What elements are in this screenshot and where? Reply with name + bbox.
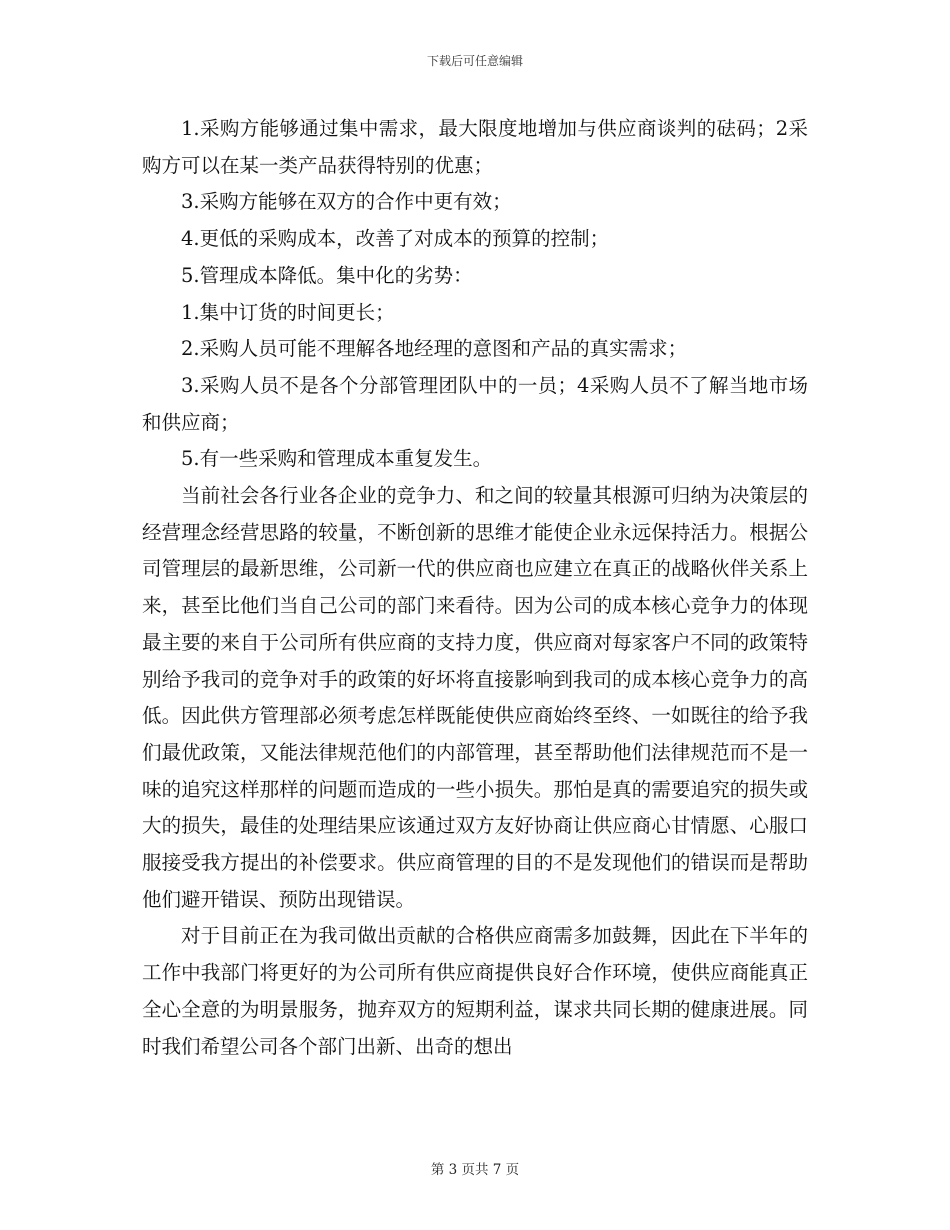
paragraph: 1.采购方能够通过集中需求，最大限度地增加与供应商谈判的砝码；2采购方可以在某一类产品获得特别的优惠； <box>142 117 808 177</box>
paragraph: 对于目前正在为我司做出贡献的合格供应商需多加鼓舞，因此在下半年的工作中我部门将更好的为公司所有供应商提供良好合作环境，使供应商能真正全心全意的为明景服务，抛弃双方的短期利益，谋求共同长期的健康进展。同时我们希望公司各个部门出新、出奇的想出 <box>142 924 808 1058</box>
page-header: 下载后可任意编辑 <box>426 54 523 68</box>
paragraph: 5.管理成本降低。集中化的劣势： <box>181 263 473 287</box>
paragraph: 4.更低的采购成本，改善了对成本的预算的控制； <box>181 227 610 251</box>
paragraph: 3.采购方能够在双方的合作中更有效； <box>181 190 512 214</box>
paragraph: 当前社会各行业各企业的竞争力、和之间的较量其根源可归纳为决策层的经营理念经营思路的较量，不断创新的思维才能使企业永远保持活力。根据公司管理层的最新思维，公司新一代的供应商也应建立在真正的战略伙伴关系上来，甚至比他们当自己公司的部门来看待。因为公司的成本核心竞争力的体现最主要的来自于公司所有供应商的支持力度，供应商对每家客户不同的政策特别给予我司的竞争对手的政策的好坏将直接影响到我司的成本核心竞争力的高低。因此供方管理部必须考虑怎样既能使供应商始终至终、一如既往的给予我们最优政策，又能法律规范他们的内部管理，甚至帮助他们法律规范而不是一味的追究这样那样的问题而造成的一些小损失。那怕是真的需要追究的损失或大的损失，最佳的处理结果应该通过双方友好协商让供应商心甘情愿、心服口服接受我方提出的补偿要求。供应商管理的目的不是发现他们的错误而是帮助他们避开错误、预防出现错误。 <box>142 484 808 911</box>
document-body <box>142 111 808 1065</box>
paragraph: 2.采购人员可能不理解各地经理的意图和产品的真实需求； <box>181 337 688 361</box>
paragraph: 1.集中订货的时间更长； <box>181 300 395 324</box>
page-footer: 第 3 页共 7 页 <box>430 1162 520 1178</box>
paragraph: 3.采购人员不是各个分部管理团队中的一员；4采购人员不了解当地市场和供应商； <box>142 373 808 434</box>
paragraph: 5.有一些采购和管理成本重复发生。 <box>181 447 493 471</box>
